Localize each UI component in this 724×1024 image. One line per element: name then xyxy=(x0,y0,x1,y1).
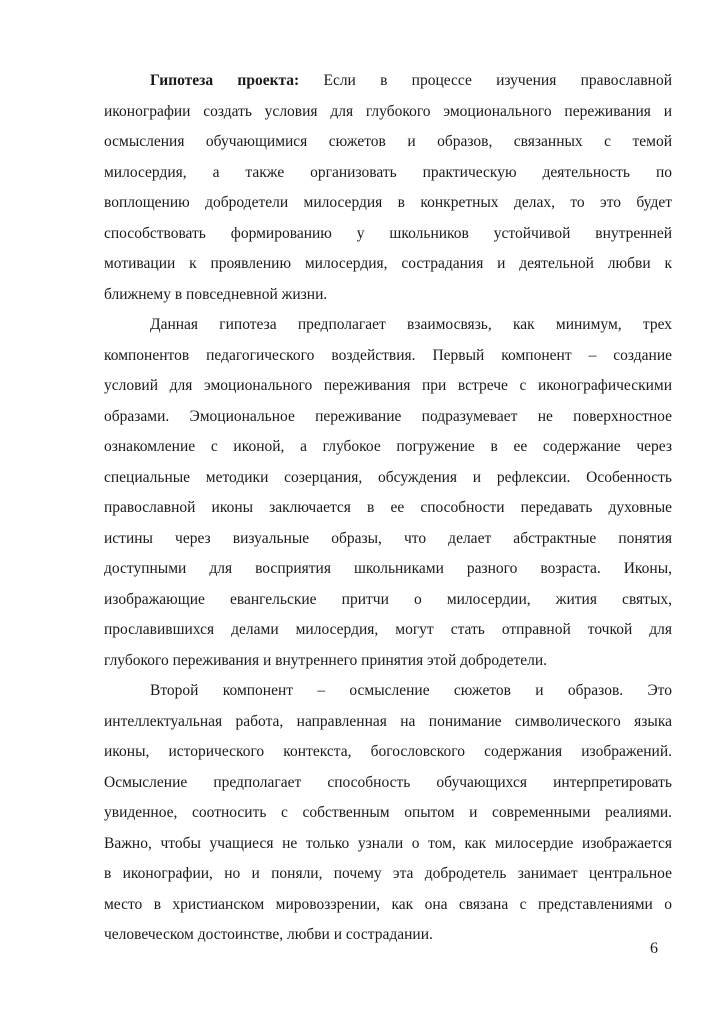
text-line: иконы, исторического контекста, богословского содержания изображений. xyxy=(104,743,672,760)
text-line: иконографии создать условия для глубокого эмоционального переживания и xyxy=(104,102,672,120)
text-line: человеческом достоинстве, любви и сострадании. xyxy=(104,926,433,943)
text-line: Второй компонент – осмысление сюжетов и образов. Это xyxy=(150,682,672,699)
text-line: ознакомление с иконой, а глубокое погружение в ее содержание через xyxy=(104,438,672,455)
text-line: осмысления обучающимися сюжетов и образов, связанных с темой xyxy=(104,133,672,150)
text-line: Важно, чтобы учащиеся не только узнали о том, как милосердие изображается xyxy=(104,834,672,852)
text-line: специальные методики созерцания, обсуждения и рефлексии. Особенность xyxy=(104,468,672,486)
text-line: увиденное, соотносить с собственным опытом и современными реалиями. xyxy=(104,804,672,821)
text-line: Данная гипотеза предполагает взаимосвязь, как минимум, трех xyxy=(150,316,672,333)
text-line: Гипотеза проекта: Если в процессе изучения православной xyxy=(150,72,673,89)
text-line: доступными для восприятия школьниками разного возраста. Иконы, xyxy=(104,560,672,577)
paragraph-components xyxy=(104,310,672,676)
text-line: условий для эмоционального переживания при встрече с иконографическими xyxy=(104,377,672,394)
paragraph-hypothesis xyxy=(104,66,672,310)
body-text xyxy=(104,66,672,951)
text-line: образами. Эмоциональное переживание подразумевает не поверхностное xyxy=(104,407,672,425)
text-line: мотивации к проявлению милосердия, сострадания и деятельной любви к xyxy=(104,255,672,272)
text-line: интеллектуальная работа, направленная на понимание символического языка xyxy=(104,712,672,730)
text-line: способствовать формированию у школьников устойчивой внутренней xyxy=(104,224,672,242)
text-line: ближнему в повседневной жизни. xyxy=(104,285,328,303)
text-line: воплощению добродетели милосердия в конкретных делах, то это будет xyxy=(104,194,672,211)
text-line: истины через визуальные образы, что делает абстрактные понятия xyxy=(104,529,672,547)
text-line: компонентов педагогического воздействия. Первый компонент – создание xyxy=(104,346,672,364)
text-line: Осмысление предполагает способность обучающихся интерпретировать xyxy=(104,773,672,791)
paragraph-second-component xyxy=(104,676,672,951)
text-line: православной иконы заключается в ее способности передавать духовные xyxy=(104,499,672,516)
text-line: в иконографии, но и поняли, почему эта добродетель занимает центральное xyxy=(104,865,672,882)
text-line: милосердия, а также организовать практическую деятельность по xyxy=(104,163,672,181)
hypothesis-heading: Гипотеза проекта: xyxy=(150,72,300,89)
text-line: изображающие евангельские притчи о милосердии, жития святых, xyxy=(104,590,672,608)
text-line: глубокого переживания и внутреннего принятия этой добродетели. xyxy=(104,651,548,669)
text-line: прославившихся делами милосердия, могут стать отправной точкой для xyxy=(104,621,672,638)
text-line: место в христианском мировоззрении, как она связана с представлениями о xyxy=(104,895,672,913)
page-number: 6 xyxy=(650,940,658,957)
